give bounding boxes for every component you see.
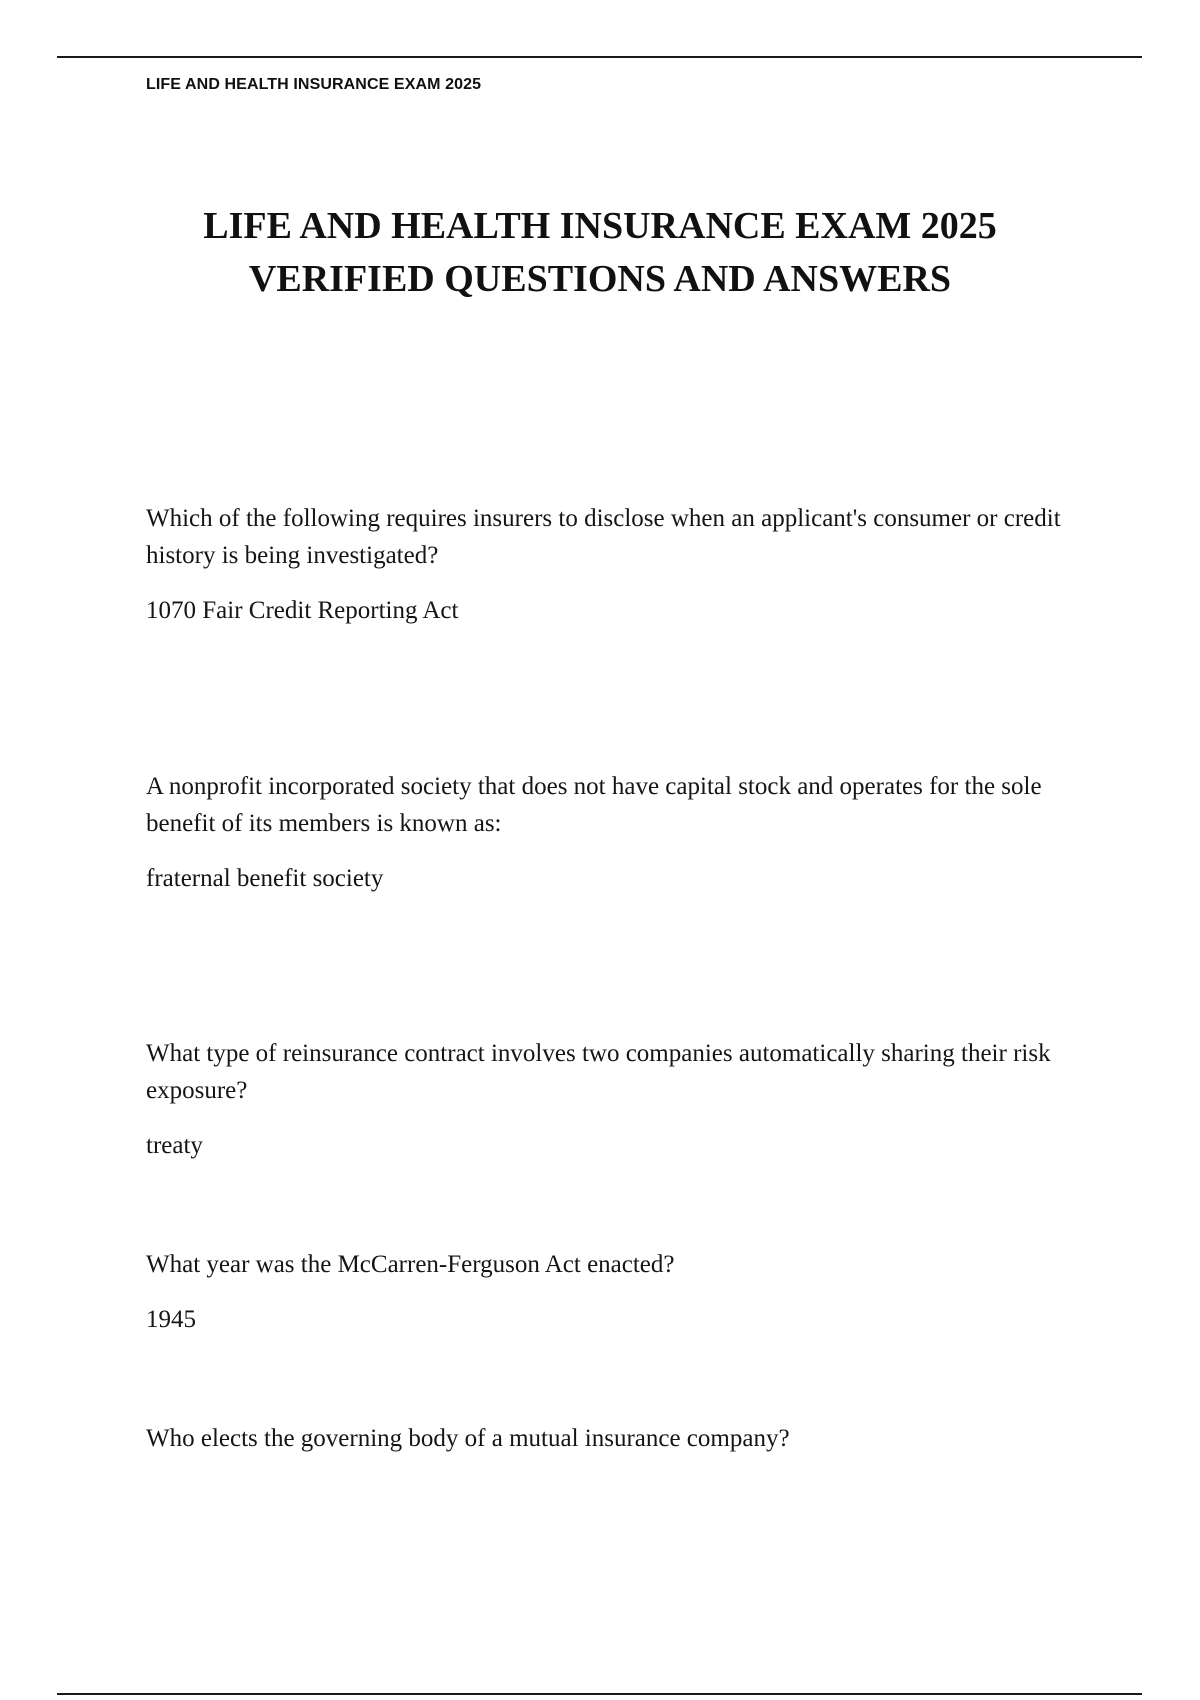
qa-item: [146, 768, 1086, 897]
footer-rule: [57, 1693, 1142, 1695]
question-text: What type of reinsurance contract involves two companies automatically sharing their risk exposure?: [146, 1040, 1051, 1104]
question-text: A nonprofit incorporated society that does not have capital stock and operates for the sole benefit of its members is known as:: [146, 773, 1042, 837]
header-rule: [57, 56, 1142, 58]
title-line-1: LIFE AND HEALTH INSURANCE EXAM 2025: [203, 205, 997, 247]
qa-item: [146, 1246, 1086, 1338]
question-text: Who elects the governing body of a mutual insurance company?: [146, 1425, 790, 1452]
answer-text: 1070 Fair Credit Reporting Act: [146, 597, 459, 624]
answer-text: treaty: [146, 1132, 203, 1159]
document-title: [100, 200, 1100, 306]
qa-item: [146, 1420, 1086, 1457]
answer-text: 1945: [146, 1306, 196, 1333]
title-line-2: VERIFIED QUESTIONS AND ANSWERS: [248, 258, 952, 300]
running-header: LIFE AND HEALTH INSURANCE EXAM 2025: [146, 76, 482, 93]
answer-text: fraternal benefit society: [146, 865, 384, 892]
qa-item: [146, 500, 1086, 629]
question-text: Which of the following requires insurers to disclose when an applicant's consumer or credit history is being investigated?: [146, 505, 1061, 569]
question-text: What year was the McCarren-Ferguson Act enacted?: [146, 1251, 675, 1278]
qa-item: [146, 1035, 1086, 1164]
